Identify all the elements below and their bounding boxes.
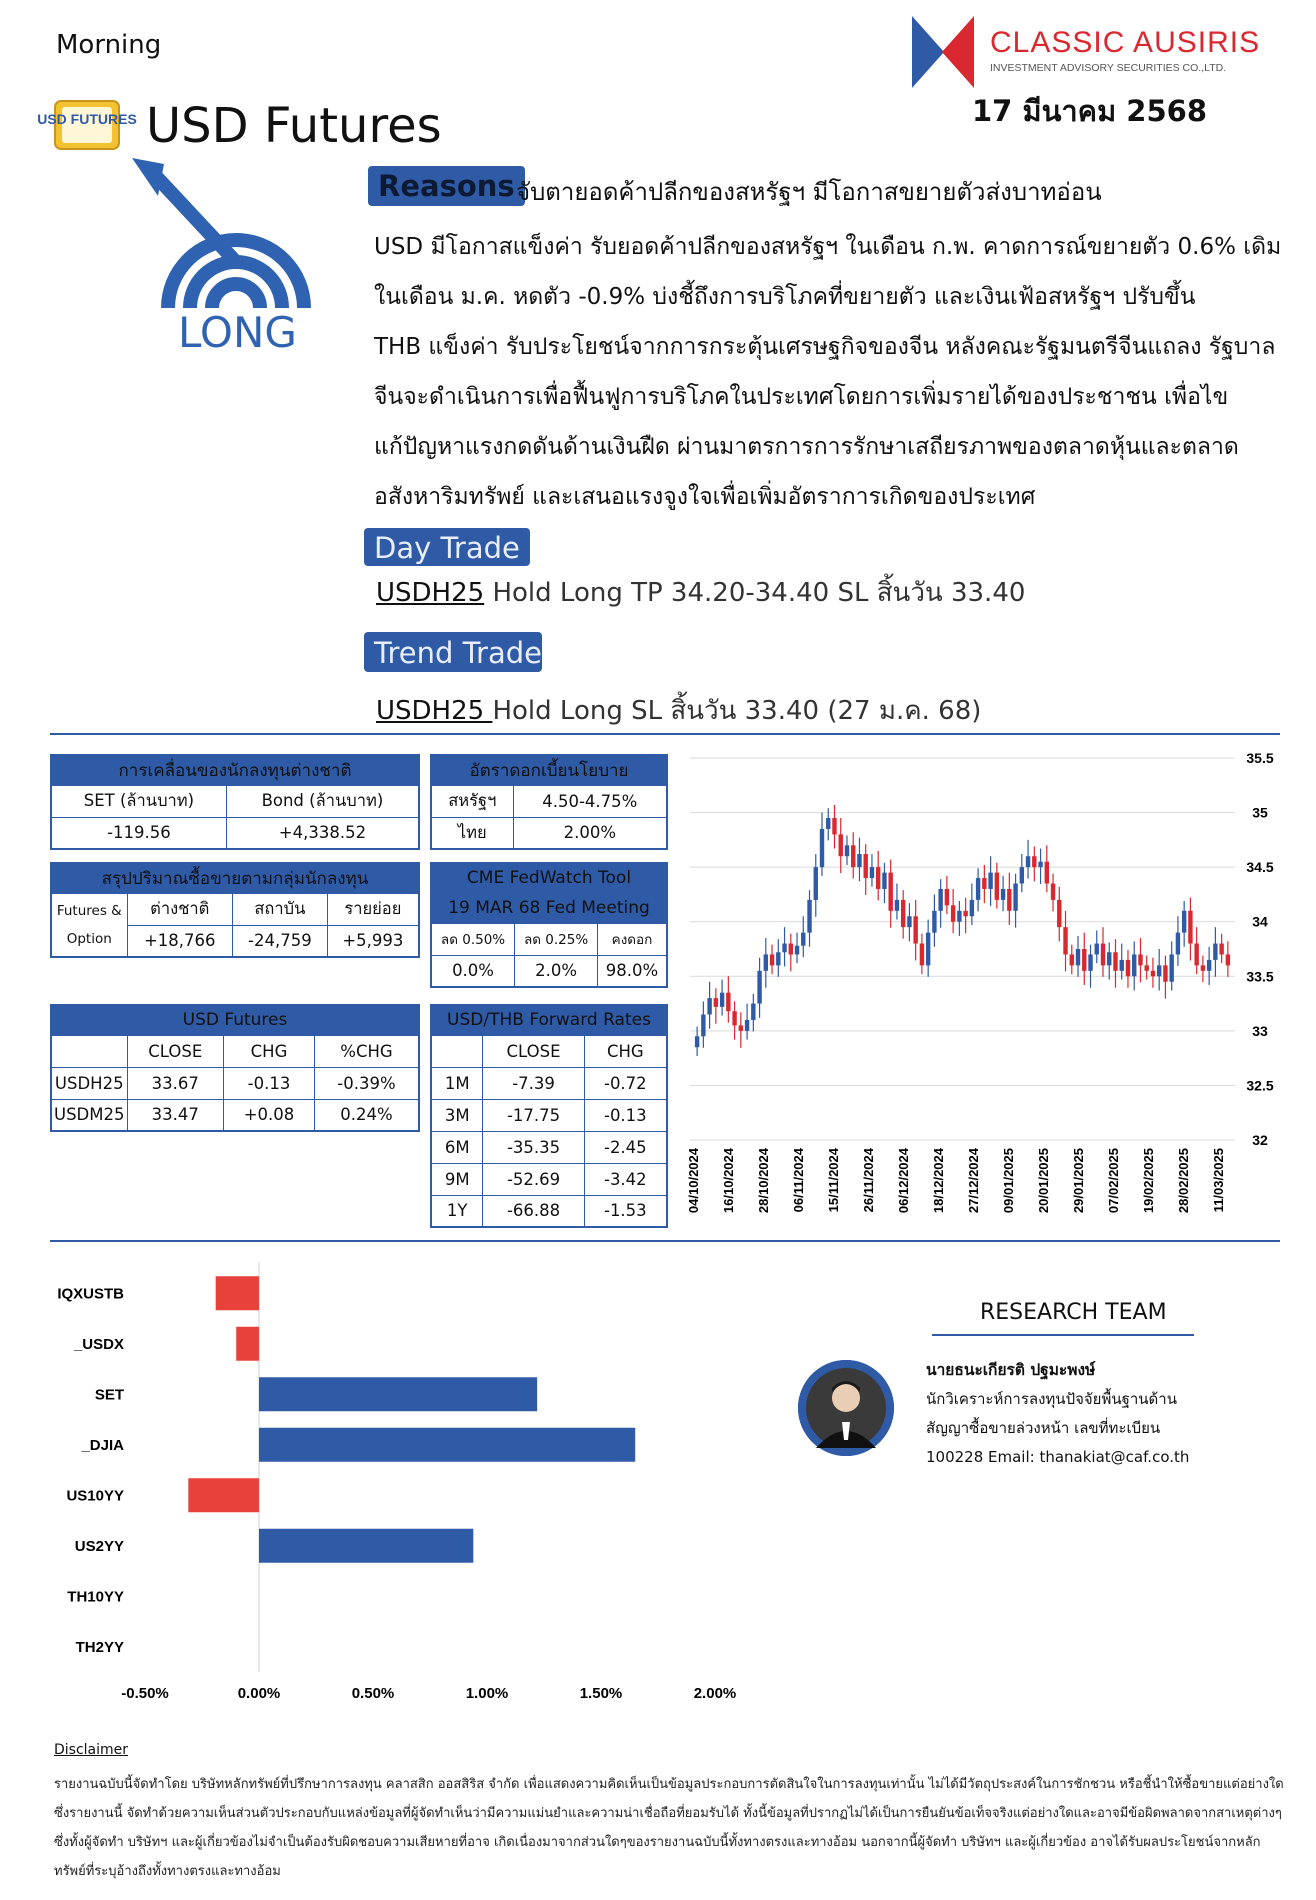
x-tick-label: 16/10/2024 xyxy=(721,1148,736,1214)
forward-rates-table xyxy=(430,1004,668,1228)
bar xyxy=(188,1478,259,1512)
tenor-cell: 6M xyxy=(431,1131,483,1163)
foreign-flow-caption: การเคลื่อนของนักลงทุนต่างชาติ xyxy=(51,755,419,785)
x-tick-label: -0.50% xyxy=(121,1685,169,1702)
policy-rate-value: 4.50-4.75% xyxy=(513,785,667,817)
reasons-line: THB แข็งค่า รับประโยชน์จากการกระตุ้นเศรษฐกิจของจีน หลังคณะรัฐมนตรีจีนแถลง รัฐบาล xyxy=(374,334,1276,360)
candle-body xyxy=(1176,933,1180,955)
reasons-line: USD มีโอกาสแข็งค่า รับยอดค้าปลีกของสหรัฐฯ ในเดือน ก.พ. คาดการณ์ขยายตัว 0.6% เดิม xyxy=(374,234,1282,260)
chg-cell: +0.08 xyxy=(224,1099,315,1131)
candle-body xyxy=(1213,944,1217,960)
candle-body xyxy=(876,867,880,889)
bar-category-label: IQXUSTB xyxy=(57,1285,124,1303)
candle-body xyxy=(1001,889,1005,900)
candle-body xyxy=(1169,954,1173,981)
row-label: Futures & xyxy=(56,902,122,919)
disclaimer-title: Disclaimer xyxy=(54,1742,129,1758)
candle-body xyxy=(1045,862,1049,884)
close-cell: -66.88 xyxy=(483,1195,584,1227)
company-logo-mark xyxy=(912,16,974,88)
candle-body xyxy=(801,933,805,946)
analyst-info xyxy=(926,1356,1189,1472)
candle-body xyxy=(945,889,949,905)
section-divider xyxy=(50,1240,1280,1242)
candle-body xyxy=(1007,889,1011,911)
usd-futures-logo xyxy=(37,100,137,150)
close-cell: -35.35 xyxy=(483,1131,584,1163)
candle-body xyxy=(826,818,830,829)
candle-body xyxy=(789,944,793,955)
candle-body xyxy=(707,998,711,1014)
market-change-bar-chart xyxy=(0,1262,780,1712)
y-tick-label: 34.5 xyxy=(1246,859,1274,876)
bar xyxy=(259,1377,537,1411)
fedwatch-value: 98.0% xyxy=(598,955,667,987)
reasons-tag: Reasons xyxy=(368,166,525,206)
report-date: 17 มีนาคม 2568 xyxy=(972,94,1208,128)
candle-body xyxy=(739,1025,743,1030)
fedwatch-caption: CME FedWatch Tool xyxy=(431,863,667,893)
bar xyxy=(236,1327,259,1361)
section-divider xyxy=(50,733,1280,735)
candle-body xyxy=(832,818,836,834)
candle-body xyxy=(770,954,774,965)
candle-body xyxy=(1070,954,1074,965)
table-header xyxy=(431,1035,483,1067)
x-tick-label: 20/01/2025 xyxy=(1036,1148,1051,1214)
analyst-avatar xyxy=(798,1360,894,1456)
candle-body xyxy=(726,993,730,1012)
candle-body xyxy=(820,829,824,867)
candle-body xyxy=(714,998,718,1007)
investor-groups-table xyxy=(50,862,420,958)
candle-body xyxy=(764,954,768,970)
candle-body xyxy=(701,1014,705,1036)
bar-category-label: US10YY xyxy=(66,1487,124,1505)
bond-flow-value: +4,338.52 xyxy=(226,817,419,849)
x-tick-label: 11/03/2025 xyxy=(1211,1148,1226,1213)
x-tick-label: 19/02/2025 xyxy=(1141,1148,1156,1214)
analyst-line: นักวิเคราะห์การลงทุนปัจจัยพื้นฐานด้าน xyxy=(926,1390,1177,1408)
bar-category-label: US2YY xyxy=(74,1537,124,1555)
table-header: CHG xyxy=(584,1035,667,1067)
session-label: Morning xyxy=(56,30,162,60)
candle-body xyxy=(782,944,786,953)
candle-body xyxy=(807,900,811,933)
usd-futures-table xyxy=(50,1004,420,1132)
table-header: CHG xyxy=(224,1035,315,1067)
candle-body xyxy=(864,854,868,878)
usd-logo-text: USD FUTURES xyxy=(37,111,137,127)
retail-value: +5,993 xyxy=(327,925,419,957)
policy-country: สหรัฐฯ xyxy=(431,785,513,817)
bar-category-label: TH10YY xyxy=(67,1588,124,1606)
forward-rates-caption: USD/THB Forward Rates xyxy=(431,1005,667,1035)
tenor-cell: 1Y xyxy=(431,1195,483,1227)
candle-body xyxy=(888,873,892,911)
chg-cell: -0.13 xyxy=(224,1067,315,1099)
x-tick-label: 15/11/2024 xyxy=(826,1148,841,1213)
close-cell: -52.69 xyxy=(483,1163,584,1195)
candle-body xyxy=(1082,949,1086,971)
close-cell: -7.39 xyxy=(483,1067,584,1099)
candle-body xyxy=(995,873,999,900)
policy-rate-table xyxy=(430,754,668,850)
candle-body xyxy=(963,911,967,916)
candle-body xyxy=(932,911,936,933)
foreign-flow-table xyxy=(50,754,420,850)
pct-cell: 0.24% xyxy=(314,1099,419,1131)
candle-body xyxy=(970,900,974,916)
candle-body xyxy=(695,1036,699,1047)
y-tick-label: 35 xyxy=(1252,804,1268,821)
fedwatch-meeting: 19 MAR 68 Fed Meeting xyxy=(431,893,667,923)
close-cell: -17.75 xyxy=(483,1099,584,1131)
candle-body xyxy=(982,878,986,889)
x-tick-label: 09/01/2025 xyxy=(1001,1148,1016,1214)
candle-body xyxy=(745,1020,749,1031)
x-tick-label: 27/12/2024 xyxy=(966,1148,981,1214)
candle-body xyxy=(1051,884,1055,900)
trend-trade-strategy xyxy=(376,690,981,731)
close-cell: 33.67 xyxy=(127,1067,224,1099)
candle-body xyxy=(720,993,724,1007)
row-label: Option xyxy=(66,930,112,947)
investor-groups-caption: สรุปปริมาณซื้อขายตามกลุ่มนักลงทุน xyxy=(51,863,419,893)
day-trade-tag: Day Trade xyxy=(364,528,530,566)
x-tick-label: 28/10/2024 xyxy=(756,1148,771,1214)
policy-country: ไทย xyxy=(431,817,513,849)
candle-body xyxy=(1138,954,1142,965)
pct-cell: -0.39% xyxy=(314,1067,419,1099)
table-row xyxy=(431,1163,667,1195)
candle-body xyxy=(757,971,761,1004)
table-row xyxy=(431,1099,667,1131)
y-tick-label: 34 xyxy=(1252,913,1268,930)
brand-subtitle: INVESTMENT ADVISORY SECURITIES CO.,LTD. xyxy=(990,62,1227,74)
table-row xyxy=(51,1067,419,1099)
candle-body xyxy=(845,845,849,856)
target-icon xyxy=(128,158,316,330)
reasons-body xyxy=(374,222,1316,522)
set-flow-value: -119.56 xyxy=(51,817,226,849)
reasons-line: ในเดือน ม.ค. หดตัว -0.9% บ่งชี้ถึงการบริโภคที่ขยายตัว และเงินเฟ้อสหรัฐฯ ปรับขึ้น xyxy=(374,284,1196,310)
reasons-line: แก้ปัญหาแรงกดดันด้านเงินฝืด ผ่านมาตรการการรักษาเสถียรภาพของตลาดหุ้นและตลาด xyxy=(374,434,1239,460)
candle-body xyxy=(1107,952,1111,965)
table-header: Bond (ล้านบาท) xyxy=(226,785,419,817)
candle-body xyxy=(839,834,843,856)
table-row xyxy=(431,1195,667,1227)
candle-body xyxy=(1032,856,1036,867)
candle-body xyxy=(732,1011,736,1025)
usd-price-chart xyxy=(680,746,1280,1240)
table-header: ลด 0.50% xyxy=(431,923,515,955)
tenor-cell: 1M xyxy=(431,1067,483,1099)
table-header: รายย่อย xyxy=(327,893,419,925)
candle-body xyxy=(1194,944,1198,966)
table-header: สถาบัน xyxy=(233,893,328,925)
candle-body xyxy=(1026,856,1030,867)
chg-cell: -0.72 xyxy=(584,1067,667,1099)
bar xyxy=(259,1529,473,1563)
candle-body xyxy=(1132,954,1136,976)
y-tick-label: 33.5 xyxy=(1246,968,1274,985)
candle-body xyxy=(1101,944,1105,966)
table-row xyxy=(51,1099,419,1131)
candle-body xyxy=(1145,965,1149,970)
x-tick-label: 06/11/2024 xyxy=(791,1148,806,1213)
page-title: USD Futures xyxy=(146,98,442,154)
day-trade-symbol: USDH25 xyxy=(376,578,485,608)
candle-body xyxy=(795,946,799,955)
bar-category-label: SET xyxy=(94,1386,124,1404)
x-tick-label: 1.50% xyxy=(579,1685,623,1702)
reasons-headline: จับตายอดค้าปลีกของสหรัฐฯ มีโอกาสขยายตัวส่งบาทอ่อน xyxy=(516,178,1102,206)
chg-cell: -1.53 xyxy=(584,1195,667,1227)
candle-body xyxy=(882,873,886,889)
x-tick-label: 26/11/2024 xyxy=(861,1148,876,1213)
fedwatch-table xyxy=(430,862,668,988)
table-header: ลด 0.25% xyxy=(515,923,598,955)
candle-body xyxy=(1113,952,1117,971)
usd-futures-caption: USD Futures xyxy=(51,1005,419,1035)
x-tick-label: 0.50% xyxy=(351,1685,395,1702)
x-tick-label: 07/02/2025 xyxy=(1106,1148,1121,1214)
candle-body xyxy=(1126,960,1130,976)
candle-body xyxy=(1088,954,1092,970)
brand-name: CLASSIC AUSIRIS xyxy=(990,26,1261,59)
table-header: %CHG xyxy=(314,1035,419,1067)
candle-body xyxy=(1038,862,1042,867)
y-tick-label: 35.5 xyxy=(1246,750,1274,766)
close-cell: 33.47 xyxy=(127,1099,224,1131)
day-trade-strategy xyxy=(376,572,1025,613)
foreign-value: +18,766 xyxy=(127,925,233,957)
bar-category-label: _USDX xyxy=(73,1335,124,1353)
candle-body xyxy=(1057,900,1061,927)
x-tick-label: 29/01/2025 xyxy=(1071,1148,1086,1214)
candle-body xyxy=(1151,971,1155,976)
table-header: SET (ล้านบาท) xyxy=(51,785,226,817)
candle-body xyxy=(1182,911,1186,933)
fedwatch-value: 2.0% xyxy=(515,955,598,987)
research-team-title: RESEARCH TEAM xyxy=(980,1300,1167,1325)
table-header: คงดอก xyxy=(598,923,667,955)
table-header xyxy=(51,1035,127,1067)
candle-body xyxy=(1020,867,1024,883)
reasons-line: จีนจะดำเนินการเพื่อฟื้นฟูการบริโภคในประเทศโดยการเพิ่มรายได้ของประชาชน เพื่อไข xyxy=(374,384,1229,410)
analyst-line: สัญญาซื้อขายล่วงหน้า เลขที่ทะเบียน xyxy=(926,1419,1161,1437)
y-tick-label: 32 xyxy=(1252,1132,1268,1148)
candle-body xyxy=(870,867,874,878)
candle-body xyxy=(1120,960,1124,971)
signal-label: LONG xyxy=(178,308,297,357)
candle-body xyxy=(814,867,818,900)
table-row xyxy=(431,1067,667,1099)
x-tick-label: 1.00% xyxy=(465,1685,509,1702)
candle-body xyxy=(901,900,905,927)
analyst-contact: 100228 Email: thanakiat@caf.co.th xyxy=(926,1448,1190,1466)
analyst-name: นายธนะเกียรติ ปฐมะพงษ์ xyxy=(926,1361,1096,1379)
candle-body xyxy=(1157,965,1161,976)
day-trade-text: Hold Long TP 34.20-34.40 SL สิ้นวัน 33.40 xyxy=(484,578,1026,608)
x-tick-label: 0.00% xyxy=(237,1685,281,1702)
trend-trade-text: Hold Long SL สิ้นวัน 33.40 (27 ม.ค. 68) xyxy=(492,696,982,726)
bar xyxy=(259,1428,635,1462)
disclaimer-text: รายงานฉบับนี้จัดทำโดย บริษัทหลักทรัพย์ที่ปรึกษาการลงทุน คลาสสิก ออสสิริส จำกัด เพื่อแสดงความคิดเห็นเป็นข้อมูลประกอบการตัดสินใจในการลงทุนเท่านั้น ไม่ได้มีวัตถุประสงค์ในการชักชวน หรือชี้นำให้ซื้อขายแต่อย่างใด ซึ่งรายงานนี้ จัดทำด้วยความเห็นส่วนตัวประกอบกับแหล่งข้อมูลที่ผู้จัดทำเห็นว่ามีความแม่นยำและความน่าเชื่อถือที่ยอมรับได้ ทั้งนี้ข้อมูลที่ปรากฏไม่ได้เป็นการยืนยันข้อเท็จจริงแต่อย่างใดและอาจมีข้อผิดพลาดจากสาเหตุต่างๆ ซึ่งทั้งผู้จัดทำ บริษัทฯ และผู้เกี่ยวข้องไม่จำเป็นต้องรับผิดชอบความเสียหายที่อาจ เกิดเนื่องมาจากส่วนใดๆของรายงานฉบับนี้ทั้งทางตรงและทางอ้อม นอกจากนี้ผู้จัดทำ บริษัทฯ และผู้เกี่ยวข้อง อาจได้รับผลประโยชน์จากหลักทรัพย์ที่ระบุอ้างถึงทั้งทางตรงและทางอ้อม xyxy=(54,1777,1284,1879)
candle-body xyxy=(1201,965,1205,970)
institution-value: -24,759 xyxy=(233,925,328,957)
table-header: CLOSE xyxy=(483,1035,584,1067)
futures-option-label xyxy=(51,893,127,957)
policy-rate-caption: อัตราดอกเบี้ยนโยบาย xyxy=(431,755,667,785)
candle-body xyxy=(1013,884,1017,911)
symbol-cell: USDM25 xyxy=(51,1099,127,1131)
bar xyxy=(216,1276,259,1310)
candle-body xyxy=(957,911,961,922)
tenor-cell: 3M xyxy=(431,1099,483,1131)
policy-rate-value: 2.00% xyxy=(513,817,667,849)
candle-body xyxy=(1188,911,1192,944)
table-row xyxy=(431,1131,667,1163)
trend-trade-symbol: USDH25 xyxy=(376,696,493,726)
candle-body xyxy=(1226,954,1230,965)
x-tick-label: 18/12/2024 xyxy=(931,1148,946,1214)
y-tick-label: 33 xyxy=(1252,1022,1268,1039)
x-tick-label: 2.00% xyxy=(693,1685,737,1702)
candle-body xyxy=(938,889,942,911)
x-tick-label: 28/02/2025 xyxy=(1176,1148,1191,1214)
symbol-cell: USDH25 xyxy=(51,1067,127,1099)
chg-cell: -0.13 xyxy=(584,1099,667,1131)
table-header: ต่างชาติ xyxy=(127,893,233,925)
candle-body xyxy=(1207,960,1211,971)
y-tick-label: 32.5 xyxy=(1246,1077,1274,1094)
candle-body xyxy=(976,878,980,900)
trend-trade-tag: Trend Trade xyxy=(364,632,542,672)
candle-body xyxy=(1063,927,1067,954)
candle-body xyxy=(913,916,917,943)
candle-body xyxy=(1076,949,1080,965)
x-tick-label: 04/10/2024 xyxy=(686,1148,701,1214)
candle-body xyxy=(857,854,861,867)
chg-cell: -3.42 xyxy=(584,1163,667,1195)
candle-body xyxy=(988,873,992,889)
reasons-line: อสังหาริมทรัพย์ และเสนอแรงจูงใจเพื่อเพิ่มอัตราการเกิดของประเทศ xyxy=(374,484,1036,510)
candle-body xyxy=(1163,965,1167,981)
candle-body xyxy=(1219,944,1223,955)
candle-body xyxy=(751,1004,755,1020)
tenor-cell: 9M xyxy=(431,1163,483,1195)
candle-body xyxy=(907,916,911,927)
fedwatch-value: 0.0% xyxy=(431,955,515,987)
chg-cell: -2.45 xyxy=(584,1131,667,1163)
table-header: CLOSE xyxy=(127,1035,224,1067)
candle-body xyxy=(851,845,855,867)
bar-category-label: _DJIA xyxy=(81,1436,124,1454)
candle-body xyxy=(776,952,780,965)
candle-body xyxy=(895,900,899,911)
research-team-underline xyxy=(932,1334,1194,1336)
candle-body xyxy=(951,905,955,921)
candle-body xyxy=(1095,944,1099,955)
bar-category-label: TH2YY xyxy=(75,1638,124,1656)
candle-body xyxy=(926,933,930,966)
x-tick-label: 06/12/2024 xyxy=(896,1148,911,1214)
candle-body xyxy=(920,944,924,966)
